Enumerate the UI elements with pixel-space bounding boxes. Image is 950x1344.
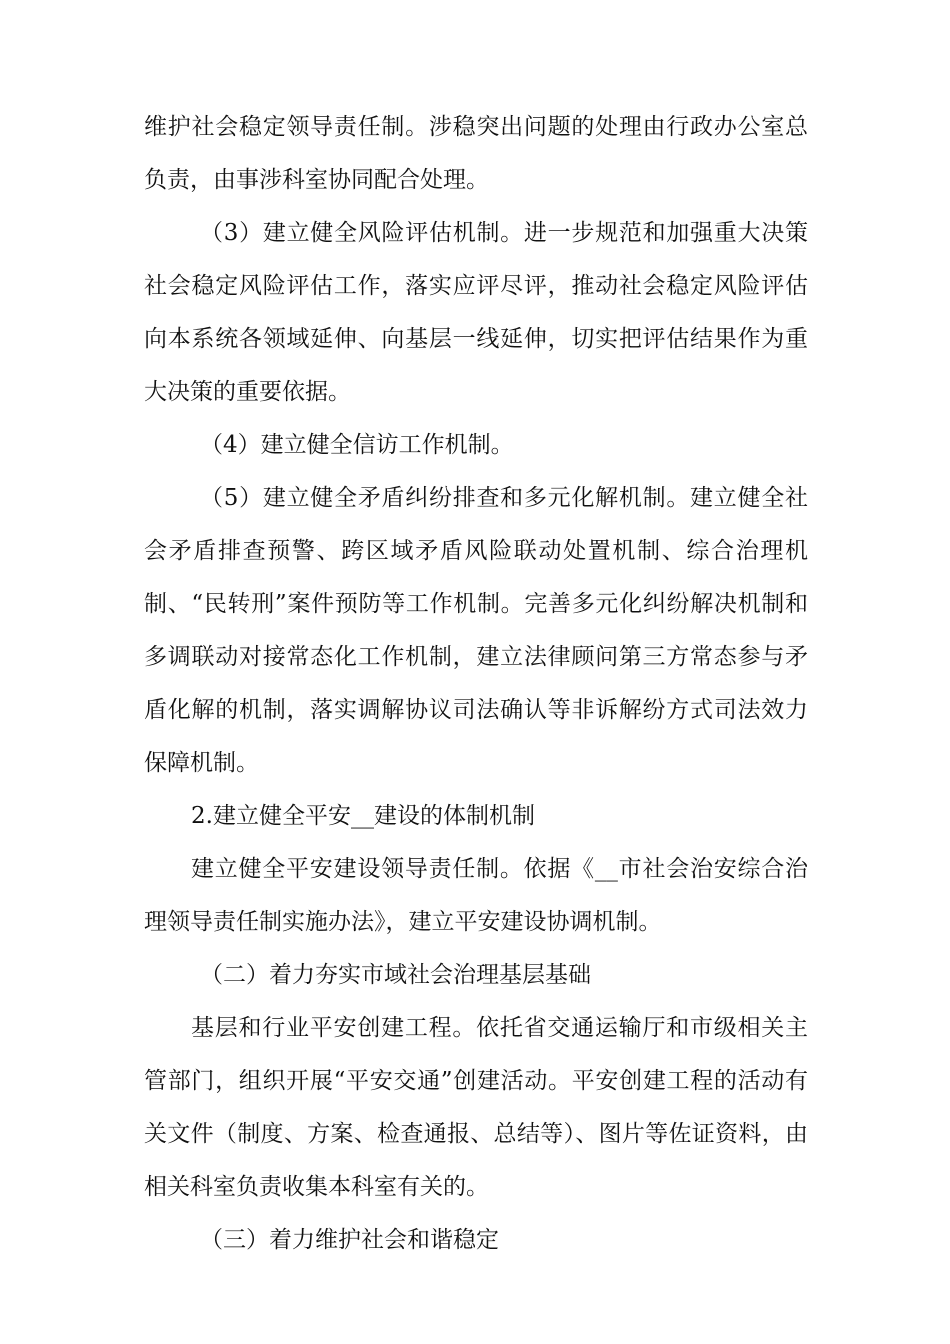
section-heading-social-stability: （三）着力维护社会和谐稳定 [200,1227,499,1253]
paragraph-safety-responsibility: 建立健全平安建设领导责任制。依据《__市社会治安综合治理领导责任制实施办法》，建立平安建设协调机制。 [144,856,808,935]
section-heading-safety-mechanism: 2.建立健全平安__建设的体制机制 [191,803,535,829]
paragraph-petition: （4）建立健全信访工作机制。 [200,432,514,458]
document-page [144,101,808,1267]
paragraph-continuation: 维护社会稳定领导责任制。涉稳突出问题的处理由行政办公室总负责，由事涉科室协同配合处理。 [144,114,808,193]
paragraph-risk-assessment: （3）建立健全风险评估机制。进一步规范和加强重大决策社会稳定风险评估工作，落实应评尽评，推动社会稳定风险评估向本系统各领域延伸、向基层一线延伸，切实把评估结果作为重大决策的重要依据。 [144,220,808,405]
section-heading-grassroots: （二）着力夯实市域社会治理基层基础 [200,962,591,988]
paragraph-grassroots-project: 基层和行业平安创建工程。依托省交通运输厅和市级相关主管部门，组织开展“平安交通”创建活动。平安创建工程的活动有关文件（制度、方案、检查通报、总结等）、图片等佐证资料，由相关科室负责收集本科室有关的。 [144,1015,808,1200]
paragraph-dispute-resolution: （5）建立健全矛盾纠纷排查和多元化解机制。建立健全社会矛盾排查预警、跨区域矛盾风险联动处置机制、综合治理机制、“民转刑”案件预防等工作机制。完善多元化纠纷解决机制和多调联动对接常态化工作机制，建立法律顾问第三方常态参与矛盾化解的机制，落实调解协议司法确认等非诉解纷方式司法效力保障机制。 [144,485,808,776]
